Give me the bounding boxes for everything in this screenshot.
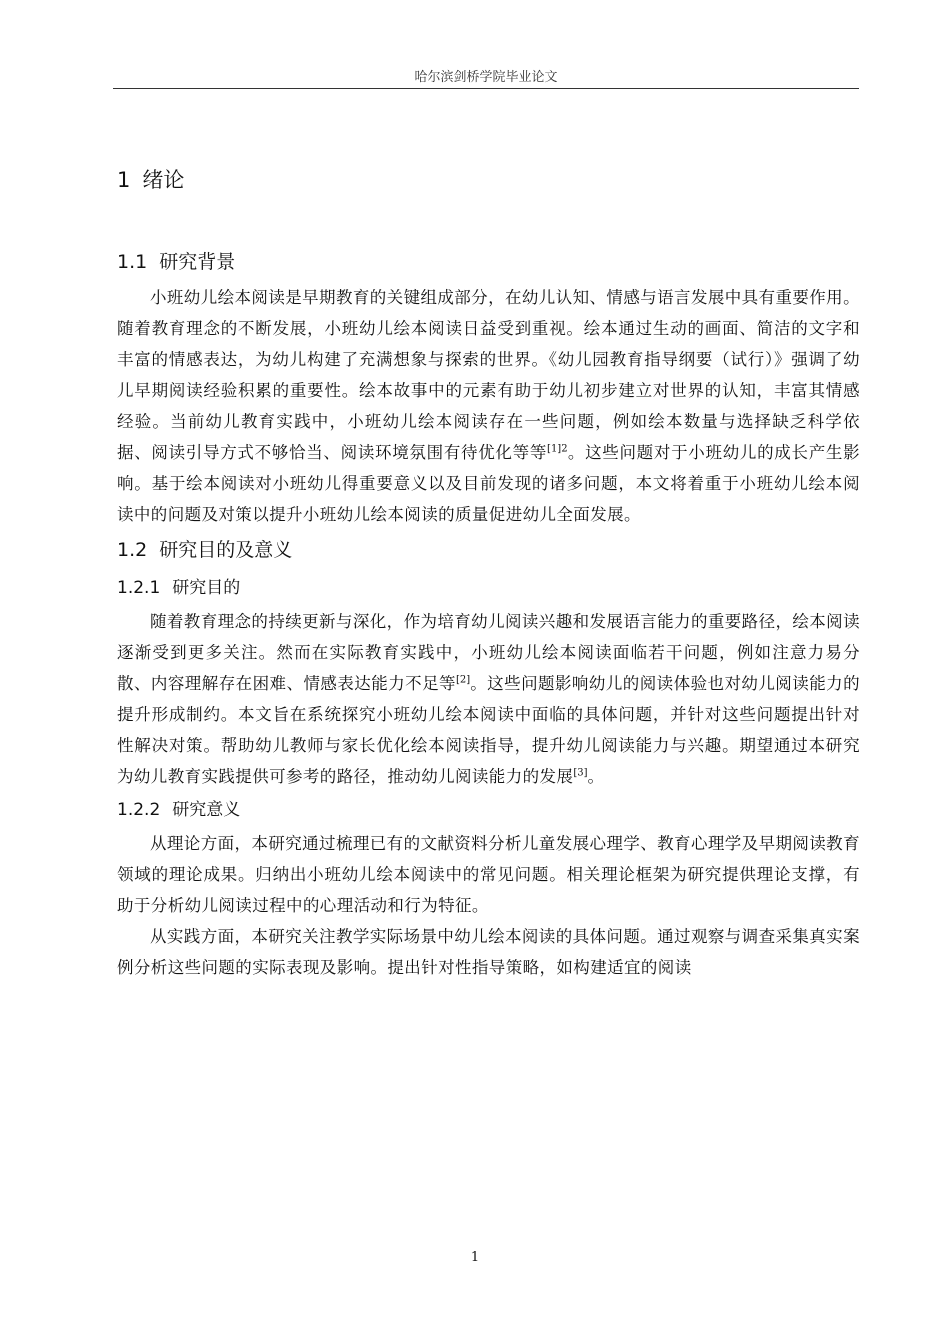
citation: [2]: [456, 674, 471, 686]
running-header: 哈尔滨剑桥学院毕业论文: [414, 70, 558, 85]
paragraph-purpose: [117, 606, 860, 792]
citation: [1]2: [547, 443, 568, 455]
paragraph-text: 。这些问题对于小班幼儿的成长产生影响。基于绘本阅读对小班幼儿得重要意义以及目前发现的诸多问题，本文将着重于小班幼儿绘本阅读中的问题及对策以提升小班幼儿绘本阅读的质量促进幼儿全面发展。: [117, 443, 861, 524]
subsection-heading-1-2-2: [117, 792, 860, 828]
chapter-number: 1: [117, 168, 131, 192]
paragraph-text: 随着教育理念的持续更新与深化，作为培育幼儿阅读兴趣和发展语言能力的重要路径，绘本阅读逐渐受到更多关注。然而在实际教育实践中，小班幼儿绘本阅读面临若干问题，例如注意力易分散、内容理解存在困难、情感表达能力不足等: [117, 612, 860, 693]
paragraph-text: 。这些问题影响幼儿的阅读体验也对幼儿阅读能力的提升形成制约。本文旨在系统探究小班幼儿绘本阅读中面临的具体问题，并针对这些问题提出针对性解决对策。帮助幼儿教师与家长优化绘本阅读指导，提升幼儿阅读能力与兴趣。期望通过本研究为幼儿教育实践提供可参考的路径，推动幼儿阅读能力的发展: [117, 674, 861, 786]
chapter-heading: [117, 160, 860, 200]
subsection-heading-1-2-1: [117, 570, 860, 606]
paragraph-text: 小班幼儿绘本阅读是早期教育的关键组成部分，在幼儿认知、情感与语言发展中具有重要作用。随着教育理念的不断发展，小班幼儿绘本阅读日益受到重视。绘本通过生动的画面、简洁的文字和丰富的情感表达，为幼儿构建了充满想象与探索的世界。《幼儿园教育指导纲要（试行）》强调了幼儿早期阅读经验积累的重要性。绘本故事中的元素有助于幼儿初步建立对世界的认知，丰富其情感经验。当前幼儿教育实践中，小班幼儿绘本阅读存在一些问题，例如绘本数量与选择缺乏科学依据、阅读引导方式不够恰当、阅读环境氛围有待优化等等: [117, 288, 860, 462]
subsection-number: 1.2.2: [117, 800, 161, 820]
section-title: 研究目的及意义: [159, 539, 293, 561]
page-number: 1: [470, 1250, 480, 1265]
section-heading-1-1: [117, 242, 860, 282]
section-number: 1.1: [117, 251, 148, 273]
section-number: 1.2: [117, 539, 148, 561]
chapter-title: 绪论: [142, 168, 185, 192]
spacer: [117, 200, 860, 242]
paragraph-text: 。: [587, 767, 605, 786]
subsection-number: 1.2.1: [117, 578, 161, 598]
paragraph-background: [117, 282, 860, 530]
subsection-title: 研究目的: [172, 578, 241, 598]
section-title: 研究背景: [159, 251, 236, 273]
section-heading-1-2: [117, 530, 860, 570]
header-rule: [113, 88, 859, 89]
page-body: [117, 160, 860, 983]
paragraph-significance-practice: 从实践方面，本研究关注教学实际场景中幼儿绘本阅读的具体问题。通过观察与调查采集真实案例分析这些问题的实际表现及影响。提出针对性指导策略，如构建适宜的阅读: [117, 927, 860, 977]
citation: [3]: [573, 767, 588, 779]
subsection-title: 研究意义: [172, 800, 241, 820]
paragraph-significance-theory: 从理论方面，本研究通过梳理已有的文献资料分析儿童发展心理学、教育心理学及早期阅读教育领域的理论成果。归纳出小班幼儿绘本阅读中的常见问题。相关理论框架为研究提供理论支撑，有助于分析幼儿阅读过程中的心理活动和行为特征。: [117, 834, 860, 915]
